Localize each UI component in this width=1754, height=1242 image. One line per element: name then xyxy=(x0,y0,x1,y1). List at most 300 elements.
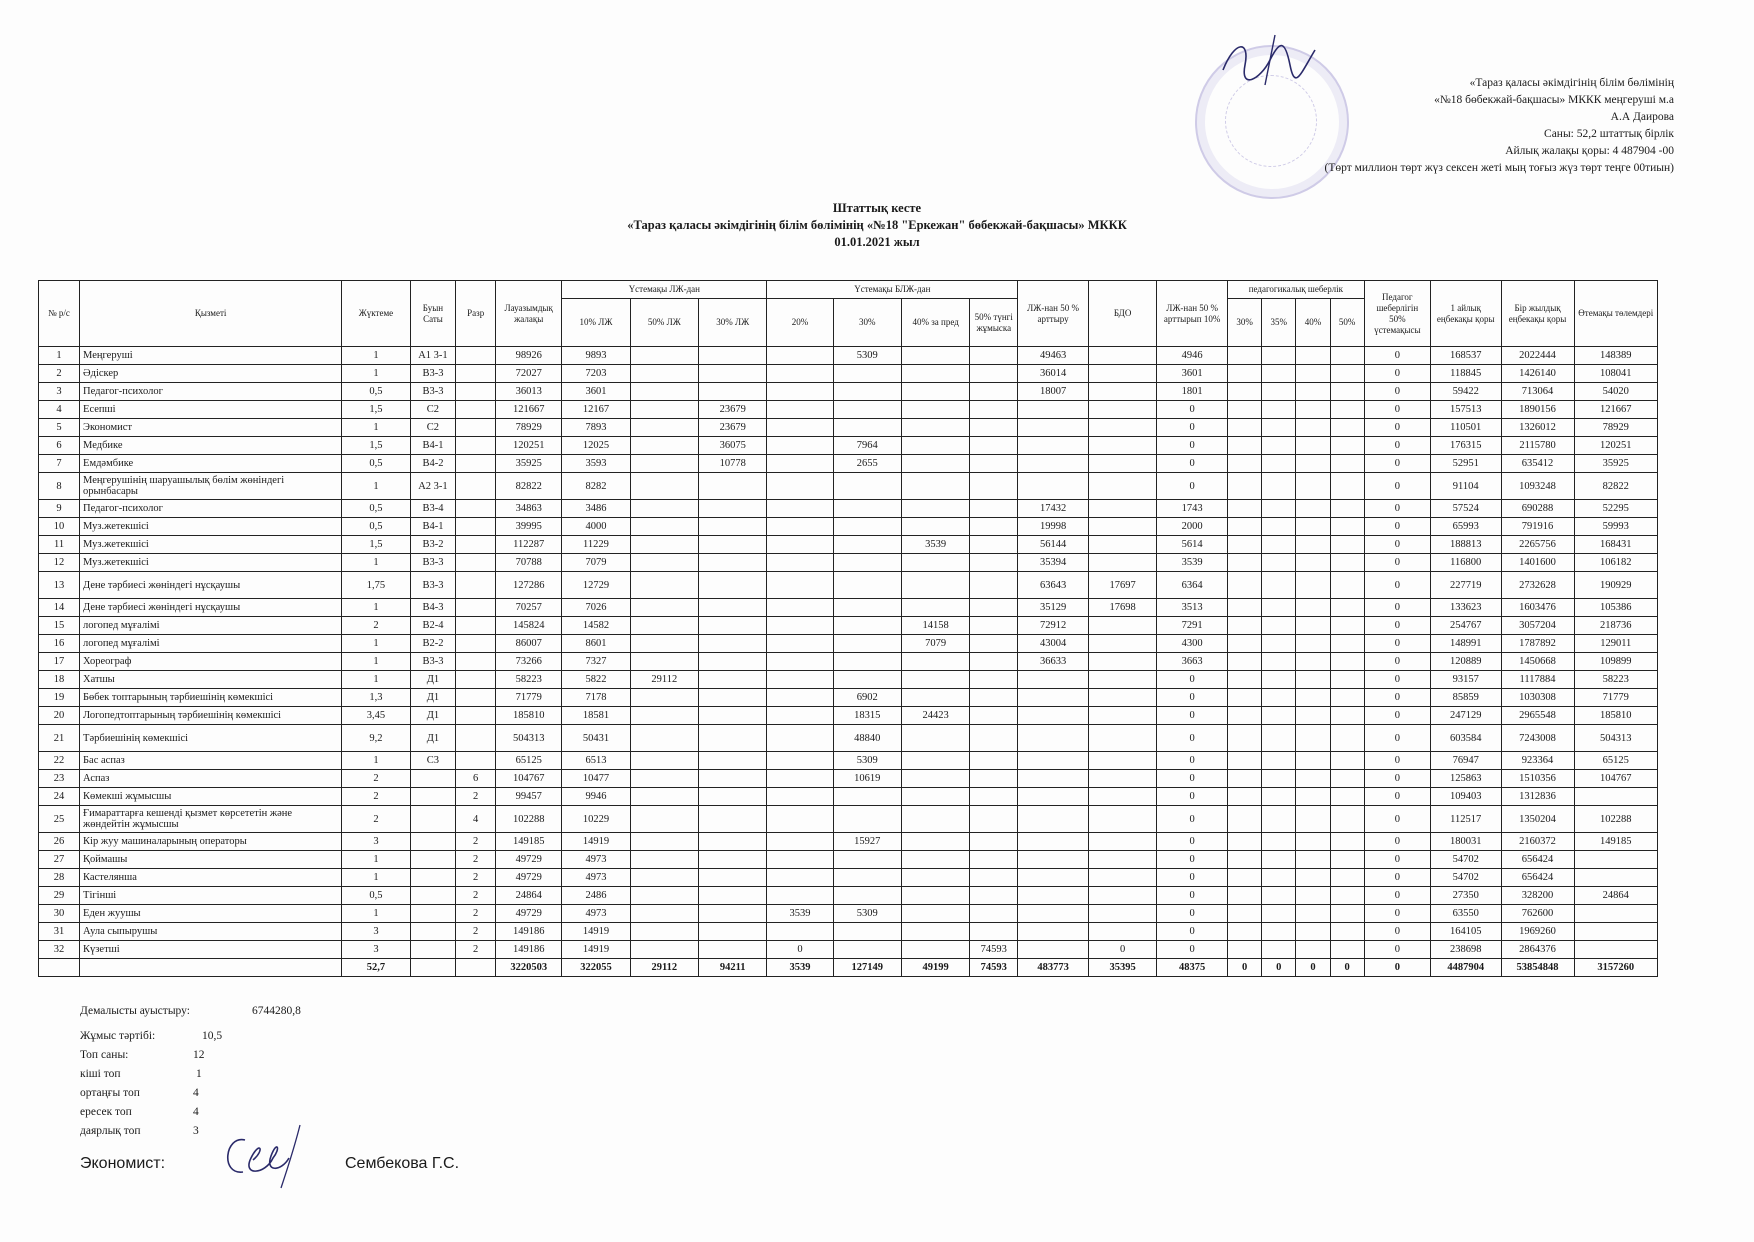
cell-link xyxy=(410,851,456,869)
cell-b40 xyxy=(901,572,969,599)
cell-l50p: 56144 xyxy=(1018,536,1089,554)
cell-p30 xyxy=(1227,455,1261,473)
cell-name xyxy=(80,959,342,977)
cell-l10: 7203 xyxy=(562,365,630,383)
cell-pm: 0 xyxy=(1364,725,1430,752)
cell-b40 xyxy=(901,725,969,752)
cell-b20 xyxy=(767,419,833,437)
cell-rank: 2 xyxy=(456,941,496,959)
cell-l30 xyxy=(699,869,767,887)
cell-l10: 12729 xyxy=(562,572,630,599)
cell-l50p: 36633 xyxy=(1018,653,1089,671)
cell-l50p xyxy=(1018,923,1089,941)
cell-link xyxy=(410,869,456,887)
cell-link xyxy=(410,923,456,941)
header-comp: Өтемақы төлемдері xyxy=(1574,281,1657,347)
cell-p30 xyxy=(1227,365,1261,383)
cell-bdo xyxy=(1088,473,1156,500)
cell-l50 xyxy=(630,518,698,536)
cell-ann: 1969260 xyxy=(1501,923,1574,941)
cell-rank xyxy=(456,689,496,707)
cell-b30: 6902 xyxy=(833,689,901,707)
cell-n: 32 xyxy=(39,941,80,959)
cell-l5010: 1743 xyxy=(1157,500,1228,518)
cell-b20 xyxy=(767,833,833,851)
table-row xyxy=(39,725,1658,752)
cell-p50: 0 xyxy=(1330,959,1364,977)
cell-p40 xyxy=(1296,689,1330,707)
cell-salary: 149186 xyxy=(496,923,562,941)
cell-p35 xyxy=(1262,617,1296,635)
cell-b30: 15927 xyxy=(833,833,901,851)
cell-name: логопед мұғалімі xyxy=(80,635,342,653)
cell-bdo xyxy=(1088,752,1156,770)
cell-bdo xyxy=(1088,554,1156,572)
cell-mon: 133623 xyxy=(1430,599,1501,617)
cell-load: 3,45 xyxy=(342,707,410,725)
cell-b20 xyxy=(767,617,833,635)
rest-value: 6744280,8 xyxy=(252,1005,301,1017)
cell-b40 xyxy=(901,905,969,923)
cell-mon: 227719 xyxy=(1430,572,1501,599)
cell-link: С2 xyxy=(410,419,456,437)
cell-p40 xyxy=(1296,365,1330,383)
cell-bdo xyxy=(1088,635,1156,653)
cell-l50p xyxy=(1018,788,1089,806)
cell-l10: 12167 xyxy=(562,401,630,419)
header-lzh50: 50% ЛЖ xyxy=(630,299,698,347)
cell-rank xyxy=(456,419,496,437)
cell-b40 xyxy=(901,365,969,383)
cell-b40 xyxy=(901,401,969,419)
cell-mon: 164105 xyxy=(1430,923,1501,941)
cell-ann: 2265756 xyxy=(1501,536,1574,554)
cell-comp: 65125 xyxy=(1574,752,1657,770)
cell-load: 0,5 xyxy=(342,383,410,401)
cell-b30 xyxy=(833,401,901,419)
cell-salary: 35925 xyxy=(496,455,562,473)
cell-ann: 690288 xyxy=(1501,500,1574,518)
cell-l50p xyxy=(1018,707,1089,725)
cell-bdo xyxy=(1088,401,1156,419)
cell-ann: 1093248 xyxy=(1501,473,1574,500)
cell-rank: 2 xyxy=(456,788,496,806)
cell-link: В4-1 xyxy=(410,437,456,455)
cell-p30 xyxy=(1227,572,1261,599)
cell-l5010: 0 xyxy=(1157,689,1228,707)
cell-p35 xyxy=(1262,788,1296,806)
cell-l50p: 19998 xyxy=(1018,518,1089,536)
approval-block xyxy=(1325,75,1674,177)
cell-ann: 2115780 xyxy=(1501,437,1574,455)
cell-l5010: 0 xyxy=(1157,419,1228,437)
cell-name: Муз.жетекшісі xyxy=(80,518,342,536)
cell-name: Хореограф xyxy=(80,653,342,671)
cell-n: 4 xyxy=(39,401,80,419)
cell-name: Тәрбиешінің көмекшісі xyxy=(80,725,342,752)
cell-load: 0,5 xyxy=(342,500,410,518)
table-row xyxy=(39,752,1658,770)
cell-load: 0,5 xyxy=(342,887,410,905)
table-row xyxy=(39,707,1658,725)
cell-link: В4-2 xyxy=(410,455,456,473)
cell-b50 xyxy=(970,905,1018,923)
cell-rank xyxy=(456,707,496,725)
cell-p50 xyxy=(1330,599,1364,617)
cell-salary: 49729 xyxy=(496,851,562,869)
cell-link: Д1 xyxy=(410,671,456,689)
cell-l30 xyxy=(699,671,767,689)
cell-p35 xyxy=(1262,437,1296,455)
cell-l50p: 63643 xyxy=(1018,572,1089,599)
cell-b40 xyxy=(901,671,969,689)
cell-p35 xyxy=(1262,923,1296,941)
cell-p40 xyxy=(1296,887,1330,905)
cell-p40 xyxy=(1296,401,1330,419)
cell-p35 xyxy=(1262,905,1296,923)
cell-rank xyxy=(456,500,496,518)
cell-l10: 14919 xyxy=(562,923,630,941)
cell-p50 xyxy=(1330,653,1364,671)
cell-l30: 23679 xyxy=(699,419,767,437)
director-signature xyxy=(1215,30,1325,90)
cell-ann: 1350204 xyxy=(1501,806,1574,833)
table-row xyxy=(39,500,1658,518)
cell-b20 xyxy=(767,752,833,770)
cell-l5010: 0 xyxy=(1157,401,1228,419)
cell-load: 1 xyxy=(342,905,410,923)
cell-rank: 2 xyxy=(456,851,496,869)
cell-l5010: 0 xyxy=(1157,941,1228,959)
table-row xyxy=(39,941,1658,959)
cell-mon: 54702 xyxy=(1430,869,1501,887)
prep-group-label: даярлық топ xyxy=(80,1125,141,1137)
cell-b30 xyxy=(833,518,901,536)
cell-ann: 923364 xyxy=(1501,752,1574,770)
cell-comp: 121667 xyxy=(1574,401,1657,419)
cell-p40 xyxy=(1296,455,1330,473)
cell-b50 xyxy=(970,725,1018,752)
cell-b20 xyxy=(767,473,833,500)
cell-pm: 0 xyxy=(1364,437,1430,455)
cell-ann: 1426140 xyxy=(1501,365,1574,383)
cell-n: 30 xyxy=(39,905,80,923)
cell-rank xyxy=(456,365,496,383)
cell-p50 xyxy=(1330,851,1364,869)
cell-link: В3-3 xyxy=(410,365,456,383)
header-p40: 40% xyxy=(1296,299,1330,347)
cell-comp: 35925 xyxy=(1574,455,1657,473)
cell-b30 xyxy=(833,572,901,599)
cell-p30 xyxy=(1227,752,1261,770)
cell-l5010: 3601 xyxy=(1157,365,1228,383)
cell-l30 xyxy=(699,365,767,383)
cell-l10: 322055 xyxy=(562,959,630,977)
cell-l30 xyxy=(699,572,767,599)
cell-b30 xyxy=(833,536,901,554)
cell-load: 1,75 xyxy=(342,572,410,599)
cell-p40 xyxy=(1296,671,1330,689)
cell-load: 2 xyxy=(342,806,410,833)
cell-p50 xyxy=(1330,770,1364,788)
cell-salary: 504313 xyxy=(496,725,562,752)
cell-name: Қоймашы xyxy=(80,851,342,869)
cell-l50 xyxy=(630,653,698,671)
cell-l50p xyxy=(1018,725,1089,752)
cell-mon: 254767 xyxy=(1430,617,1501,635)
cell-bdo xyxy=(1088,725,1156,752)
cell-p40 xyxy=(1296,770,1330,788)
cell-salary: 24864 xyxy=(496,887,562,905)
cell-l5010: 0 xyxy=(1157,788,1228,806)
header-b40: 40% за пред xyxy=(901,299,969,347)
cell-l50 xyxy=(630,500,698,518)
cell-b50 xyxy=(970,689,1018,707)
cell-load: 2 xyxy=(342,788,410,806)
cell-p50 xyxy=(1330,689,1364,707)
cell-p40 xyxy=(1296,383,1330,401)
cell-bdo xyxy=(1088,455,1156,473)
cell-n: 3 xyxy=(39,383,80,401)
cell-ann: 1401600 xyxy=(1501,554,1574,572)
cell-pm: 0 xyxy=(1364,473,1430,500)
cell-n: 22 xyxy=(39,752,80,770)
cell-p30 xyxy=(1227,500,1261,518)
cell-mon: 4487904 xyxy=(1430,959,1501,977)
header-p35: 35% xyxy=(1262,299,1296,347)
cell-bdo xyxy=(1088,770,1156,788)
cell-n: 27 xyxy=(39,851,80,869)
cell-salary: 149186 xyxy=(496,941,562,959)
cell-b50 xyxy=(970,572,1018,599)
cell-name: Кастелянша xyxy=(80,869,342,887)
cell-l50 xyxy=(630,572,698,599)
cell-p40 xyxy=(1296,554,1330,572)
cell-b20 xyxy=(767,788,833,806)
cell-b20 xyxy=(767,689,833,707)
cell-salary: 34863 xyxy=(496,500,562,518)
cell-b20 xyxy=(767,869,833,887)
cell-pm: 0 xyxy=(1364,941,1430,959)
header-group-ped: педагогикалық шеберлік xyxy=(1227,281,1364,299)
work-label: Жұмыс тәртібі: xyxy=(80,1030,156,1042)
cell-l10: 4973 xyxy=(562,851,630,869)
cell-ann: 1890156 xyxy=(1501,401,1574,419)
cell-p35 xyxy=(1262,671,1296,689)
cell-name: Педагог-психолог xyxy=(80,500,342,518)
cell-l30 xyxy=(699,554,767,572)
cell-n: 18 xyxy=(39,671,80,689)
cell-mon: 148991 xyxy=(1430,635,1501,653)
cell-b50 xyxy=(970,752,1018,770)
cell-rank: 2 xyxy=(456,869,496,887)
table-row xyxy=(39,806,1658,833)
cell-comp: 102288 xyxy=(1574,806,1657,833)
cell-link: В3-3 xyxy=(410,653,456,671)
cell-name: Аспаз xyxy=(80,770,342,788)
cell-l5010: 4946 xyxy=(1157,347,1228,365)
cell-l50 xyxy=(630,401,698,419)
cell-p35 xyxy=(1262,536,1296,554)
cell-l30 xyxy=(699,599,767,617)
header-bdo: БДО xyxy=(1088,281,1156,347)
cell-p50 xyxy=(1330,788,1364,806)
cell-b30: 48840 xyxy=(833,725,901,752)
cell-p50 xyxy=(1330,572,1364,599)
cell-name: Меңгерушінің шаруашылық бөлім жөніндегі орынбасары xyxy=(80,473,342,500)
cell-name: Педагог-психолог xyxy=(80,383,342,401)
cell-pm: 0 xyxy=(1364,707,1430,725)
cell-l50 xyxy=(630,941,698,959)
table-row xyxy=(39,401,1658,419)
cell-l30 xyxy=(699,788,767,806)
cell-b50 xyxy=(970,455,1018,473)
cell-l5010: 0 xyxy=(1157,887,1228,905)
cell-n: 21 xyxy=(39,725,80,752)
cell-l5010: 0 xyxy=(1157,905,1228,923)
cell-name: Дене тәрбиесі жөніндегі нұсқаушы xyxy=(80,572,342,599)
cell-name: логопед мұғалімі xyxy=(80,617,342,635)
cell-b50 xyxy=(970,788,1018,806)
cell-l50 xyxy=(630,887,698,905)
cell-n xyxy=(39,959,80,977)
cell-p30 xyxy=(1227,473,1261,500)
cell-b20 xyxy=(767,923,833,941)
cell-comp: 185810 xyxy=(1574,707,1657,725)
cell-ann: 762600 xyxy=(1501,905,1574,923)
cell-p40 xyxy=(1296,599,1330,617)
cell-b20 xyxy=(767,599,833,617)
cell-b50 xyxy=(970,383,1018,401)
header-group-lzh: Үстемақы ЛЖ-дан xyxy=(562,281,767,299)
cell-b40 xyxy=(901,689,969,707)
cell-l50: 29112 xyxy=(630,671,698,689)
cell-l10: 9893 xyxy=(562,347,630,365)
cell-l10: 3486 xyxy=(562,500,630,518)
cell-l5010: 0 xyxy=(1157,869,1228,887)
cell-l50p: 72912 xyxy=(1018,617,1089,635)
cell-comp: 129011 xyxy=(1574,635,1657,653)
cell-n: 7 xyxy=(39,455,80,473)
cell-l10: 10477 xyxy=(562,770,630,788)
cell-link xyxy=(410,905,456,923)
cell-p30 xyxy=(1227,689,1261,707)
cell-l10: 18581 xyxy=(562,707,630,725)
cell-b50 xyxy=(970,536,1018,554)
cell-l50 xyxy=(630,455,698,473)
cell-l10: 14919 xyxy=(562,941,630,959)
cell-l30 xyxy=(699,941,767,959)
cell-load: 3 xyxy=(342,923,410,941)
header-num: № р/с xyxy=(39,281,80,347)
cell-l50p: 49463 xyxy=(1018,347,1089,365)
header-lzh50-10: ЛЖ-нан 50 % арттырып 10% xyxy=(1157,281,1228,347)
cell-l50p: 17432 xyxy=(1018,500,1089,518)
cell-ann: 635412 xyxy=(1501,455,1574,473)
cell-l10: 3601 xyxy=(562,383,630,401)
cell-b50 xyxy=(970,500,1018,518)
cell-salary: 121667 xyxy=(496,401,562,419)
cell-b50 xyxy=(970,833,1018,851)
cell-l50p xyxy=(1018,806,1089,833)
cell-b40: 24423 xyxy=(901,707,969,725)
work-value: 10,5 xyxy=(202,1030,223,1042)
cell-name: Хатшы xyxy=(80,671,342,689)
cell-b20 xyxy=(767,572,833,599)
cell-name: Тігінші xyxy=(80,887,342,905)
cell-b20 xyxy=(767,518,833,536)
cell-mon: 52951 xyxy=(1430,455,1501,473)
cell-b30 xyxy=(833,788,901,806)
cell-b40: 14158 xyxy=(901,617,969,635)
cell-pm: 0 xyxy=(1364,455,1430,473)
cell-p40 xyxy=(1296,725,1330,752)
cell-b40: 7079 xyxy=(901,635,969,653)
cell-p40 xyxy=(1296,617,1330,635)
cell-load: 1 xyxy=(342,473,410,500)
cell-p30 xyxy=(1227,806,1261,833)
cell-link: В2-2 xyxy=(410,635,456,653)
cell-rank: 2 xyxy=(456,887,496,905)
cell-mon: 91104 xyxy=(1430,473,1501,500)
cell-b50: 74593 xyxy=(970,959,1018,977)
cell-p35 xyxy=(1262,653,1296,671)
header-b20: 20% xyxy=(767,299,833,347)
cell-b50 xyxy=(970,347,1018,365)
cell-n: 12 xyxy=(39,554,80,572)
cell-b20 xyxy=(767,365,833,383)
cell-b50 xyxy=(970,554,1018,572)
cell-salary: 86007 xyxy=(496,635,562,653)
cell-link: В4-3 xyxy=(410,599,456,617)
cell-p35 xyxy=(1262,599,1296,617)
cell-p30 xyxy=(1227,788,1261,806)
cell-l30 xyxy=(699,770,767,788)
cell-l30 xyxy=(699,347,767,365)
cell-mon: 59422 xyxy=(1430,383,1501,401)
cell-rank: 2 xyxy=(456,923,496,941)
table-row xyxy=(39,518,1658,536)
cell-l50p: 18007 xyxy=(1018,383,1089,401)
cell-pm: 0 xyxy=(1364,419,1430,437)
cell-l30 xyxy=(699,635,767,653)
cell-p30 xyxy=(1227,671,1261,689)
cell-b50 xyxy=(970,671,1018,689)
cell-mon: 247129 xyxy=(1430,707,1501,725)
cell-p35 xyxy=(1262,851,1296,869)
cell-l50p xyxy=(1018,869,1089,887)
cell-b40 xyxy=(901,599,969,617)
cell-l10: 14919 xyxy=(562,833,630,851)
cell-l5010: 0 xyxy=(1157,923,1228,941)
cell-pm: 0 xyxy=(1364,653,1430,671)
cell-l50 xyxy=(630,347,698,365)
header-monthly: 1 айлық еңбекақы қоры xyxy=(1430,281,1501,347)
cell-b30 xyxy=(833,923,901,941)
cell-b50 xyxy=(970,653,1018,671)
cell-l5010: 3663 xyxy=(1157,653,1228,671)
cell-p40 xyxy=(1296,653,1330,671)
cell-b50 xyxy=(970,635,1018,653)
cell-mon: 118845 xyxy=(1430,365,1501,383)
title-line: 01.01.2021 жыл xyxy=(834,235,920,249)
cell-b30: 7964 xyxy=(833,437,901,455)
cell-mon: 109403 xyxy=(1430,788,1501,806)
cell-l50 xyxy=(630,599,698,617)
cell-l50p: 483773 xyxy=(1018,959,1089,977)
cell-rank: 2 xyxy=(456,905,496,923)
cell-p35 xyxy=(1262,725,1296,752)
